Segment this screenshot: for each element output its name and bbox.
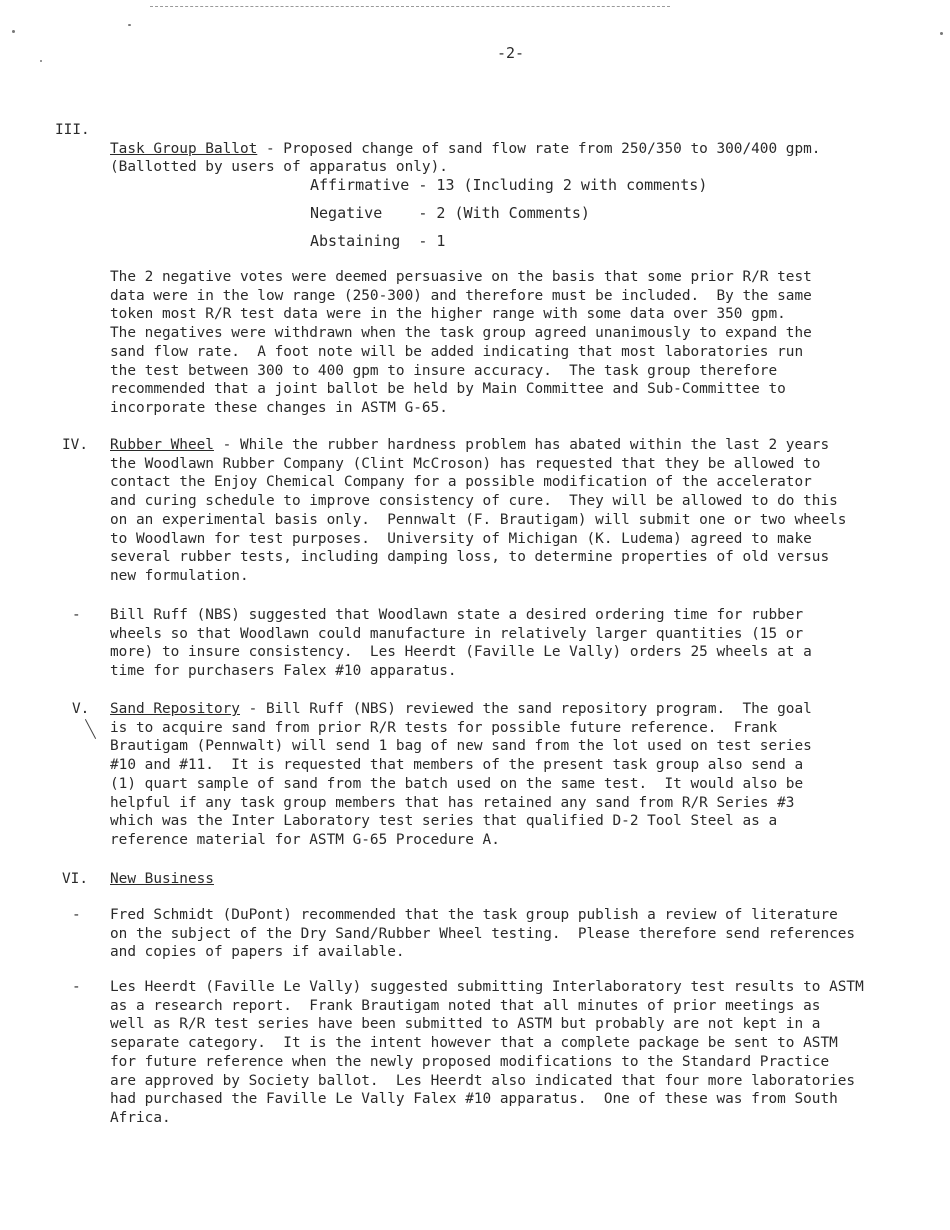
bullet-dash: -: [72, 607, 81, 623]
text-line: token most R/R test data were in the higher range with some data over 350 gpm.: [110, 306, 786, 323]
text-line: the Woodlawn Rubber Company (Clint McCroson) has requested that they be allowed to: [110, 455, 821, 472]
scan-speck: [128, 24, 131, 26]
vote-line: Affirmative - 13 (Including 2 with comments): [310, 176, 708, 194]
text-line: Africa.: [110, 1109, 171, 1126]
text-line: well as R/R test series have been submitted to ASTM but probably are not kept in a: [110, 1016, 821, 1033]
text-line: time for purchasers Falex #10 apparatus.: [110, 663, 457, 680]
text-line: wheels so that Woodlawn could manufacture in relatively larger quantities (15 or: [110, 625, 804, 642]
text-line: - Proposed change of sand flow rate from 250/350 to 300/400 gpm.: [257, 140, 821, 157]
text-line: had purchased the Faville Le Vally Falex #10 apparatus. One of these was from South: [110, 1091, 838, 1108]
bullet-dash: -: [72, 907, 81, 923]
text-line: The 2 negative votes were deemed persuasive on the basis that some prior R/R test: [110, 269, 812, 285]
text-line: Les Heerdt (Faville Le Vally) suggested submitting Interlaboratory test results to ASTM: [110, 979, 864, 995]
text-line: to Woodlawn for test purposes. University of Michigan (K. Ludema) agreed to make: [110, 530, 812, 547]
text-line: Brautigam (Pennwalt) will send 1 bag of new sand from the lot used on test series: [110, 738, 812, 755]
section-vi-heading-row: [110, 870, 214, 889]
section-numeral-v: V.: [72, 701, 90, 717]
text-line: - While the rubber hardness problem has abated within the last 2 years: [213, 437, 830, 453]
text-line: which was the Inter Laboratory test series that qualified D-2 Tool Steel as a: [110, 813, 778, 830]
text-line: recommended that a joint ballot be held by Main Committee and Sub-Committee to: [110, 381, 786, 398]
text-line: The negatives were withdrawn when the task group agreed unanimously to expand the: [110, 325, 812, 342]
vote-line: Negative - 2 (With Comments): [310, 204, 590, 222]
text-line: the test between 300 to 400 gpm to insure accuracy. The task group therefore: [110, 362, 778, 379]
text-line: on an experimental basis only. Pennwalt (F. Brautigam) will submit one or two wheels: [110, 511, 847, 528]
text-line: Bill Ruff (NBS) suggested that Woodlawn state a desired ordering time for rubber: [110, 607, 804, 623]
section-iv-bullet: [110, 606, 812, 681]
page-number: -2-: [497, 44, 525, 62]
text-line: (Ballotted by users of apparatus only).: [110, 159, 448, 176]
vote-tally: [310, 176, 707, 260]
bullet-dash: -: [72, 979, 81, 995]
section-iv-heading: Rubber Wheel: [110, 437, 214, 453]
text-line: on the subject of the Dry Sand/Rubber Wheel testing. Please therefore send references: [110, 925, 856, 942]
scan-speck: [12, 30, 15, 33]
text-line: sand flow rate. A foot note will be added indicating that most laboratories run: [110, 343, 804, 360]
text-line: [110, 700, 812, 719]
section-v-heading: Sand Repository: [110, 701, 240, 717]
text-line: - Bill Ruff (NBS) reviewed the sand repository program. The goal: [239, 701, 812, 717]
scan-speck: [940, 32, 943, 35]
text-line: #10 and #11. It is requested that members of the present task group also send a: [110, 757, 804, 774]
section-iv-text: [110, 436, 846, 586]
text-line: is to acquire sand from prior R/R tests for possible future reference. Frank: [110, 719, 778, 736]
section-vi-heading: New Business: [110, 871, 214, 887]
section-iii-heading: Task Group Ballot: [110, 140, 258, 157]
text-line: and curing schedule to improve consistency of cure. They will be allowed to do this: [110, 493, 838, 510]
text-line: several rubber tests, including damping loss, to determine properties of old versus: [110, 549, 830, 566]
section-vi-bullet-1: [110, 906, 855, 962]
section-vi-bullet-2: [110, 978, 864, 1128]
section-numeral-iii: III.: [55, 122, 90, 138]
text-line: as a research report. Frank Brautigam noted that all minutes of prior meetings as: [110, 997, 821, 1014]
text-line: [110, 436, 846, 455]
text-line: for future reference when the newly proposed modifications to the Standard Practice: [110, 1053, 830, 1070]
scan-speck: [40, 60, 42, 62]
text-line: and copies of papers if available.: [110, 944, 405, 961]
vote-line: Abstaining - 1: [310, 232, 446, 250]
scan-artifact-line: [150, 6, 670, 7]
section-iii-text: [110, 121, 820, 177]
section-numeral-iv: IV.: [62, 437, 88, 453]
text-line: more) to insure consistency. Les Heerdt (Faville Le Vally) orders 25 wheels at a: [110, 644, 812, 661]
text-line: new formulation.: [110, 567, 249, 584]
text-line: (1) quart sample of sand from the batch used on the same test. It would also be: [110, 775, 804, 792]
section-v-text: [110, 700, 812, 850]
text-line: are approved by Society ballot. Les Heerdt also indicated that four more laboratories: [110, 1072, 856, 1089]
text-line: incorporate these changes in ASTM G-65.: [110, 399, 448, 416]
text-line: reference material for ASTM G-65 Procedure A.: [110, 831, 500, 848]
text-line: data were in the low range (250-300) and therefore must be included. By the same: [110, 287, 812, 304]
margin-mark: [85, 719, 96, 739]
section-numeral-vi: VI.: [62, 871, 88, 887]
section-iii-paragraph: [110, 268, 812, 418]
text-line: helpful if any task group members that has retained any sand from R/R Series #3: [110, 794, 795, 811]
text-line: Fred Schmidt (DuPont) recommended that the task group publish a review of literature: [110, 907, 838, 923]
text-line: contact the Enjoy Chemical Company for a possible modification of the accelerator: [110, 474, 812, 491]
text-line: separate category. It is the intent however that a complete package be sent to ASTM: [110, 1035, 838, 1052]
